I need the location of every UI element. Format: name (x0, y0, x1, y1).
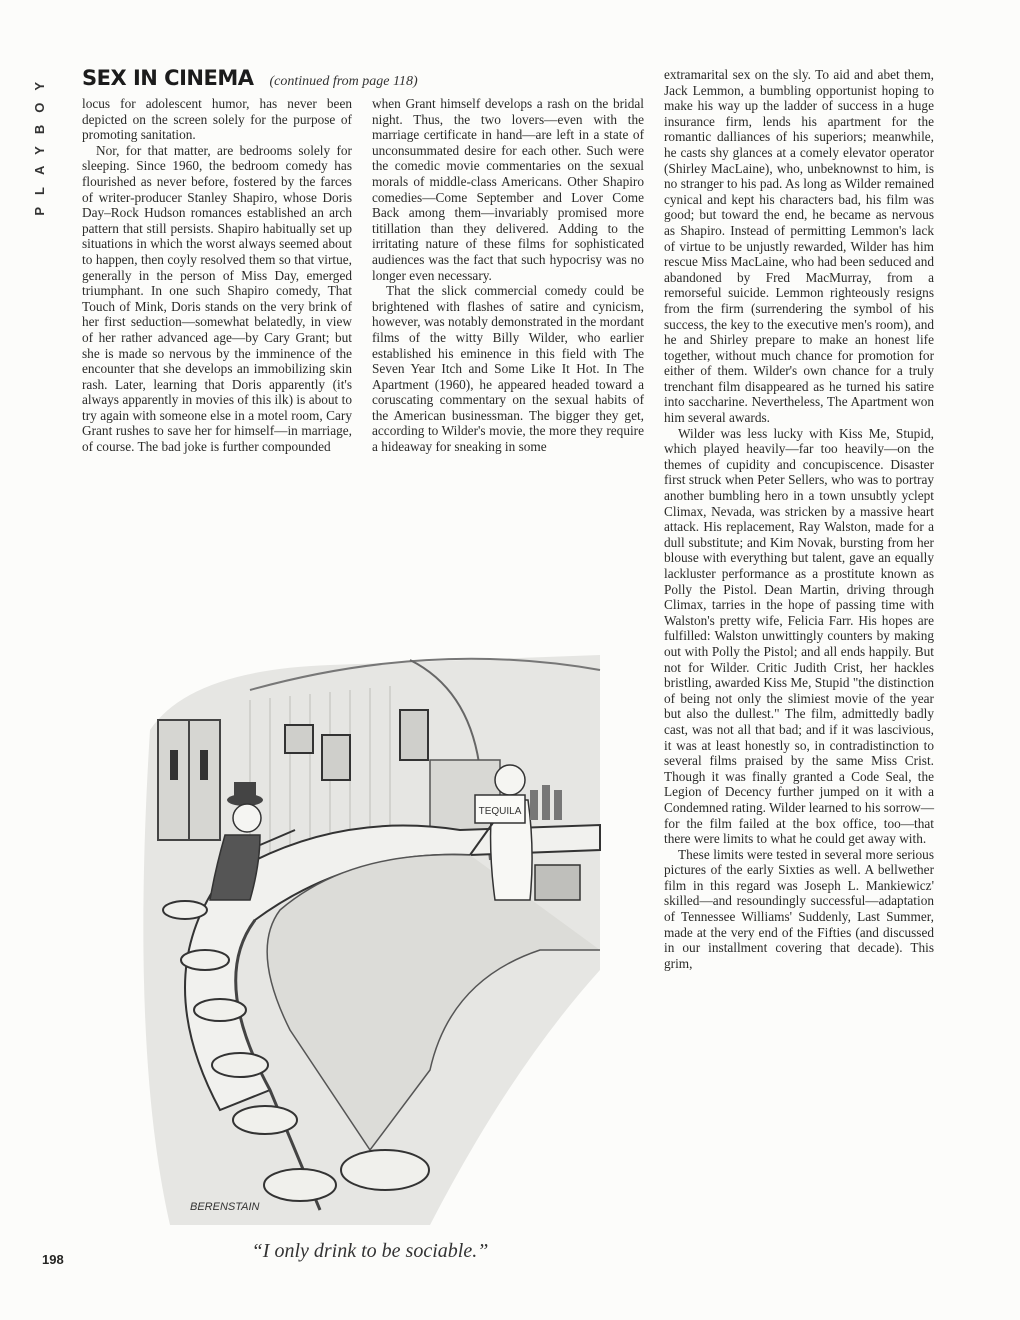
paragraph: That the slick commercial comedy could be brightened with flashes of satire and cynicism, however, was notably demonstrated in the mordant films of the witty Billy Wilder, who earlier established his eminence in this field with The Seven Year Itch and Some Like It Hot. In The Apartment (1960), he appeared headed toward a coruscating commentary on the sexual habits of the American businessman. The bigger they get, according to Wilder's movie, the more they require a hideaway for sneaking in some (372, 283, 644, 455)
cash-register (535, 865, 580, 900)
magazine-name-vertical: PLAYBOY (32, 70, 47, 216)
article-column-3 (664, 67, 934, 971)
paragraph: These limits were tested in several more serious pictures of the early Sixties as well. A bellwether film in this regard was Joseph L. Mankiewicz' skilled—and resoundingly successful—adaptation of Tennessee Williams' Suddenly, Last Summer, made at the very end of the Fifties (and discussed in our installment covering that decade). This grim, (664, 846, 934, 971)
wall-picture (400, 710, 428, 760)
article-column-2 (372, 96, 644, 455)
artist-signature: BERENSTAIN (190, 1201, 260, 1213)
article-header (82, 66, 642, 96)
continued-note: (continued from page 118) (269, 74, 418, 89)
cartoon-drawing (130, 650, 610, 1225)
page-number: 198 (42, 1252, 64, 1267)
paragraph: locus for adolescent humor, has never been depicted on the screen solely for the purpose of promoting sanitation. (82, 96, 352, 143)
wall-picture (285, 725, 313, 753)
article-column-1 (82, 96, 352, 455)
bar-cartoon-illustration (130, 650, 610, 1225)
cartoon-caption: “I only drink to be sociable.” (251, 1240, 489, 1262)
wall-picture (322, 735, 350, 780)
bottles (530, 785, 562, 820)
paragraph: when Grant himself develops a rash on the bridal night. Thus, the two lovers—even with the marriage certificate in hand—are left in a state of unconsummated desire for each other. Such were the comedic movie commentaries on the sexual morals of middle-class Americans. Other Shapiro comedies—Come September and Lover Come Back among them—invariably promised more titillation than they delivered. Adding to the irritating nature of these films for sophisticated audiences was the fact that such hypocrisy was no longer even necessary. (372, 96, 644, 283)
paragraph: Nor, for that matter, are bedrooms solely for sleeping. Since 1960, the bedroom comedy has flourished as never before, fostered by the farces of writer-producer Stanley Shapiro, whose Doris Day–Rock Hudson romances established an arch pattern that still persists. Shapiro habitually set up situations in which the worst always seemed about to happen, then coyly resolved them so that virtue, generally in the person of Miss Day, emerged triumphant. In one such Shapiro comedy, That Touch of Mink, Doris stands on the very brink of her first seduction—somewhat belatedly, in view of her rather advanced age—by Cary Grant; but she is made so nervous by the imminence of the encounter that she develops an immobilizing skin rash. Later, learning that Doris apparently (it's always apparently in movies of this ilk) is about to try again with someone else in a motel room, Cary Grant rushes to save her for himself—in marriage, of course. The bad joke is further compounded (82, 142, 352, 455)
section-title: SEX IN CINEMA (82, 66, 254, 90)
paragraph: extramarital sex on the sly. To aid and abet them, Jack Lemmon, a bumbling opportunist hoping to make his way up the ladder of success in a huge insurance firm, lends his apartment for the romantic dalliances of his superiors; meanwhile, he casts shy glances at a comely elevator operator (Shirley MacLaine), who, unbeknownst to him, is no stranger to his pad. As long as Wilder remained cynical and kept his characters bad, his film was good; but toward the end, he became as nervous as Shapiro. Instead of permitting Lemmon's lack of virtue to be unjustly rewarded, Wilder has him rescue Miss MacLaine, who had been seduced and abandoned by Fred MacMurray, from a remorseful suicide. Lemmon righteously resigns from the firm (surrendering the symbol of his success, the key to the executive men's room), and he and Shirley prepare to make an honest life together, without much chance for promotion for either of them. Wilder's own chance for a truly trenchant film disappeared as he turned his satire into saccharine. Nevertheless, The Apartment won him several awards. (664, 67, 934, 426)
tequila-sign-text: TEQUILA (478, 806, 522, 817)
paragraph: Wilder was less lucky with Kiss Me, Stupid, which played heavily—far too heavily—on the themes of cupidity and concupiscence. Disaster first struck when Peter Sellers, who was to portray another bumbling hero in a town unsubtly yclept Climax, Nevada, was stricken by a massive heart attack. His replacement, Ray Walston, made for a dull substitute; and Kim Novak, bursting from her blouse with everything but talent, gave an equally lackluster performance as a prostitute known as Polly the Pistol. Dean Martin, driving through Climax, tarries in the hope of passing time with Walston's pretty wife, Felicia Farr. His hopes are fulfilled: Walston unwittingly counters by making out with Polly the Pistol; and all ends happily. But not for Wilder. Critic Judith Crist, her hackles bristling, awarded Kiss Me, Stupid "the distinction of being not only the slimiest movie of the year but also the dullest." The film, admittedly badly cast, was not all that bad; and if it was lascivious, it was at least honestly so, in contradistinction to several films praised by the same Miss Crist. Though it was finally granted a Code Seal, the Legion of Decency further jumped on it with a Condemned rating. Wilder learned to his sorrow—for the film failed at the box office, too—that there were limits to what he could get away with. (664, 425, 934, 847)
